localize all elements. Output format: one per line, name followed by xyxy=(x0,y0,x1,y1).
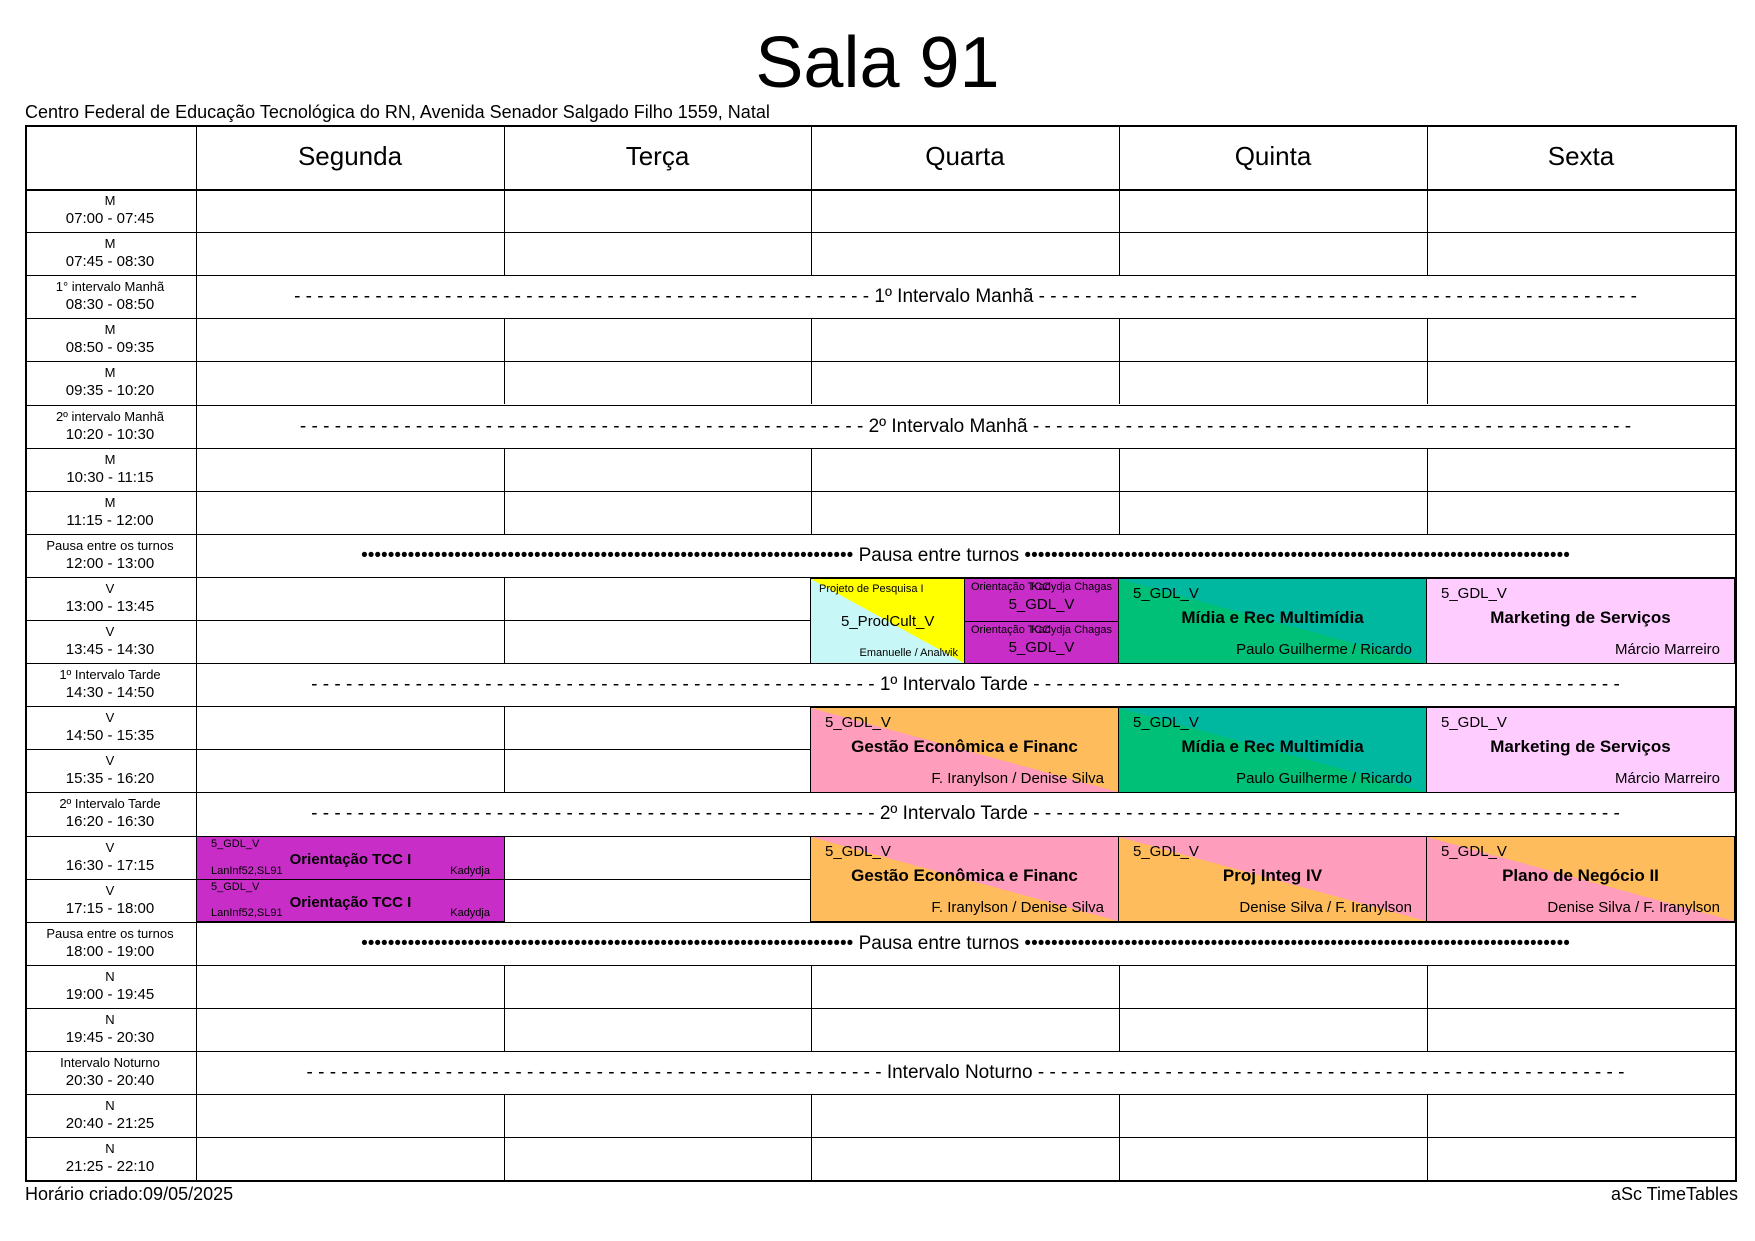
day-header: Segunda xyxy=(297,141,403,171)
grid-line xyxy=(504,706,505,749)
period-name: V xyxy=(105,710,115,726)
lesson-subject: Orientação TCC I xyxy=(289,894,412,911)
period-label xyxy=(25,1051,195,1094)
period-name: M xyxy=(104,365,116,381)
grid-line xyxy=(811,1008,812,1051)
grid-line xyxy=(1427,1094,1428,1137)
period-name: Pausa entre os turnos xyxy=(46,537,174,553)
lesson-teacher: Kadydja Chagas xyxy=(1031,624,1112,636)
school-address: Centro Federal de Educação Tecnológica do RN, Avenida Senador Salgado Filho 1559, Natal xyxy=(25,102,770,122)
grid-line xyxy=(1427,448,1428,491)
period-label xyxy=(25,836,195,879)
period-time: 20:40 - 21:25 xyxy=(65,1115,155,1133)
period-label xyxy=(25,663,195,706)
lesson-class: 5_GDL_V xyxy=(1441,843,1507,860)
period-name: M xyxy=(104,322,116,338)
grid-line xyxy=(25,448,1735,449)
lesson-teacher: Márcio Marreiro xyxy=(1614,770,1720,787)
lesson-card[interactable] xyxy=(1426,836,1735,922)
period-time: 08:30 - 08:50 xyxy=(65,296,155,314)
lesson-class: 5_GDL_V xyxy=(1441,714,1507,731)
lesson-card[interactable] xyxy=(1118,836,1427,922)
period-label xyxy=(25,706,195,749)
lesson-subject: Mídia e Rec Multimídia xyxy=(1181,737,1364,756)
grid-line xyxy=(504,232,505,275)
lesson-teacher: Kadydja xyxy=(450,907,490,919)
period-time: 19:00 - 19:45 xyxy=(65,985,155,1003)
lesson-class: 5_GDL_V xyxy=(1008,639,1075,656)
period-label xyxy=(25,448,195,491)
grid-line xyxy=(1119,491,1120,534)
period-label xyxy=(25,275,195,318)
lesson-teacher: Denise Silva / F. Iranylson xyxy=(1239,899,1412,916)
grid-line xyxy=(811,965,812,1008)
period-label xyxy=(25,405,195,448)
period-time: 10:30 - 11:15 xyxy=(66,468,154,486)
period-label xyxy=(25,792,195,835)
period-time: 18:00 - 19:00 xyxy=(65,942,155,960)
period-name: N xyxy=(105,1011,115,1027)
grid-line xyxy=(811,232,812,275)
grid-line xyxy=(1119,189,1120,232)
period-name: 1º Intervalo Tarde xyxy=(59,667,161,683)
day-header: Quinta xyxy=(1234,141,1312,171)
grid-line xyxy=(1427,232,1428,275)
lesson-class: 5_GDL_V xyxy=(825,714,891,731)
break-label: - - - - - - - - - - - - - - - - - - - - - - - - - - - - - - - - - - - - - - - - - - - - - - - - - 2º Intervalo Tarde - - - - - - - - - - - - - - - - - - - - - - - - - - - - - - - - - - - - - - - - - - - - - - - - - - - xyxy=(311,803,1620,825)
period-label xyxy=(25,577,195,620)
grid-line xyxy=(1427,189,1428,232)
period-name: N xyxy=(105,968,115,984)
period-name: N xyxy=(105,1141,115,1157)
period-name: V xyxy=(105,839,115,855)
grid-line xyxy=(25,1180,1735,1182)
period-time: 13:45 - 14:30 xyxy=(65,641,155,658)
period-time: 09:35 - 10:20 xyxy=(65,382,155,400)
lesson-class: 5_GDL_V xyxy=(825,843,891,860)
day-header: Sexta xyxy=(1547,141,1615,171)
period-name: V xyxy=(105,753,115,769)
lesson-subject: Mídia e Rec Multimídia xyxy=(1181,608,1364,627)
grid-line xyxy=(1119,448,1120,491)
period-time: 07:00 - 07:45 xyxy=(65,210,155,227)
period-name: M xyxy=(104,236,116,252)
grid-line xyxy=(25,361,1735,362)
lesson-class: 5_GDL_V xyxy=(1133,585,1199,602)
lesson-class: 5_GDL_V xyxy=(1441,585,1507,602)
lesson-teacher: Emanuelle / Analwik xyxy=(859,647,958,659)
grid-line xyxy=(811,1137,812,1180)
lesson-subject: Proj Integ IV xyxy=(1222,866,1323,885)
lesson-card[interactable] xyxy=(1426,707,1735,793)
lesson-card[interactable] xyxy=(1426,578,1735,664)
grid-line xyxy=(811,491,812,534)
lesson-teacher: Kadydja xyxy=(450,865,490,877)
lesson-room: LanInf52,SL91 xyxy=(211,865,283,877)
grid-line xyxy=(504,1137,505,1180)
grid-line xyxy=(1427,361,1428,404)
grid-line xyxy=(811,1094,812,1137)
lesson-card[interactable] xyxy=(964,621,1119,664)
lesson-subject: Orientação TCC xyxy=(971,581,1051,593)
period-time: 12:00 - 13:00 xyxy=(65,554,155,572)
lesson-subject: Marketing de Serviços xyxy=(1490,737,1671,756)
grid-line xyxy=(1427,1137,1428,1180)
period-label xyxy=(25,491,195,534)
lesson-room: LanInf52,SL91 xyxy=(211,907,283,919)
lesson-card[interactable] xyxy=(810,707,1119,793)
period-time: 21:25 - 22:10 xyxy=(65,1158,155,1176)
break-label: - - - - - - - - - - - - - - - - - - - - - - - - - - - - - - - - - - - - - - - - - - - - - - - - - 2º Intervalo Manhã - - - - - - - - - - - - - - - - - - - - - - - - - - - - - - - - - - - - - - - - - - - - - - - - - - - - xyxy=(299,415,1632,437)
period-label xyxy=(25,749,195,792)
period-name: V xyxy=(105,580,115,596)
period-time: 07:45 - 08:30 xyxy=(65,253,155,271)
lesson-class: 5_GDL_V xyxy=(211,838,260,850)
grid-line xyxy=(504,577,505,620)
period-name: Intervalo Noturno xyxy=(60,1055,160,1070)
lesson-class: 5_GDL_V xyxy=(211,881,260,893)
period-time: 14:50 - 15:35 xyxy=(65,727,155,745)
period-time: 13:00 - 13:45 xyxy=(65,597,155,615)
grid-line xyxy=(811,361,812,404)
break-label: •••••••••••••••••••••••••••••••••••••••••••••••••••••••••••••••••••••••••• Pausa entre turnos •••••••••••••••••••••••••••••••••••••••••••••••••••••••••••••••••••••••••••••••••• xyxy=(361,932,1570,954)
grid-line xyxy=(1119,965,1120,1008)
grid-line xyxy=(504,318,505,361)
grid-line xyxy=(811,448,812,491)
lesson-subject: Plano de Negócio II xyxy=(1502,866,1659,885)
grid-line xyxy=(504,749,505,792)
period-label xyxy=(25,534,195,577)
lesson-card[interactable] xyxy=(196,879,505,922)
grid-line xyxy=(1427,965,1428,1008)
period-label xyxy=(25,879,195,922)
period-label xyxy=(25,361,195,404)
period-time: 16:20 - 16:30 xyxy=(65,813,155,831)
grid-line xyxy=(1119,318,1120,361)
day-header: Quarta xyxy=(925,141,1005,171)
lesson-teacher: Denise Silva / F. Iranylson xyxy=(1547,899,1720,916)
break-label: - - - - - - - - - - - - - - - - - - - - - - - - - - - - - - - - - - - - - - - - - - - - - - - - - - 1º Intervalo Manhã - - - - - - - - - - - - - - - - - - - - - - - - - - - - - - - - - - - - - - - - - - - - - - - - - - - - xyxy=(294,286,1637,308)
grid-line xyxy=(25,189,1735,191)
lesson-card[interactable] xyxy=(1118,578,1427,664)
grid-line xyxy=(1119,1094,1120,1137)
grid-line xyxy=(504,448,505,491)
grid-line xyxy=(25,965,1735,966)
lesson-card[interactable] xyxy=(810,836,1119,922)
lesson-subject: Projeto de Pesquisa I xyxy=(819,583,924,595)
lesson-class: 5_GDL_V xyxy=(1133,714,1199,731)
lesson-teacher: F. Iranylson / Denise Silva xyxy=(931,899,1104,916)
lesson-subject: Gestão Econômica e Financ xyxy=(851,737,1078,756)
period-name: V xyxy=(105,882,115,898)
grid-line xyxy=(504,965,505,1008)
period-name: 2º Intervalo Tarde xyxy=(59,796,161,812)
grid-line xyxy=(1427,491,1428,534)
period-name: M xyxy=(104,494,116,510)
grid-line xyxy=(1427,318,1428,361)
grid-line xyxy=(811,318,812,361)
lesson-card[interactable] xyxy=(964,578,1119,622)
period-label xyxy=(25,1094,195,1137)
grid-line xyxy=(25,491,1735,492)
lesson-card[interactable] xyxy=(196,836,505,880)
period-label xyxy=(25,1008,195,1051)
grid-line xyxy=(504,1008,505,1051)
period-label xyxy=(25,965,195,1008)
period-label xyxy=(25,232,195,275)
break-label: - - - - - - - - - - - - - - - - - - - - - - - - - - - - - - - - - - - - - - - - - - - - - - - - - - Intervalo Noturno - - - - - - - - - - - - - - - - - - - - - - - - - - - - - - - - - - - - - - - - - - - - - - - - - - - xyxy=(306,1062,1625,1083)
lesson-subject: Gestão Econômica e Financ xyxy=(851,866,1078,885)
period-time: 11:15 - 12:00 xyxy=(66,511,154,529)
created-date: Horário criado:09/05/2025 xyxy=(25,1184,234,1204)
period-time: 19:45 - 20:30 xyxy=(65,1028,155,1046)
lesson-class: 5_GDL_V xyxy=(1008,596,1075,613)
period-name: M xyxy=(104,193,116,208)
day-header: Terça xyxy=(625,141,690,171)
break-label: - - - - - - - - - - - - - - - - - - - - - - - - - - - - - - - - - - - - - - - - - - - - - - - - - 1º Intervalo Tarde - - - - - - - - - - - - - - - - - - - - - - - - - - - - - - - - - - - - - - - - - - - - - - - - - - - xyxy=(311,674,1620,696)
break-label: •••••••••••••••••••••••••••••••••••••••••••••••••••••••••••••••••••••••••• Pausa entre turnos •••••••••••••••••••••••••••••••••••••••••••••••••••••••••••••••••••••••••••••••••• xyxy=(361,544,1570,566)
grid-line xyxy=(1119,232,1120,275)
period-time: 08:50 - 09:35 xyxy=(65,339,155,357)
lesson-card[interactable] xyxy=(1118,707,1427,793)
period-time: 10:20 - 10:30 xyxy=(65,425,155,443)
lesson-class: 5_ProdCult_V xyxy=(841,613,935,630)
lesson-subject: Marketing de Serviços xyxy=(1490,608,1671,627)
period-name: N xyxy=(105,1098,115,1114)
period-name: V xyxy=(105,624,115,639)
period-time: 17:15 - 18:00 xyxy=(65,899,155,917)
period-name: 2º intervalo Manhã xyxy=(55,408,165,424)
period-label xyxy=(25,922,195,965)
lesson-teacher: Márcio Marreiro xyxy=(1614,641,1720,658)
grid-line xyxy=(504,361,505,404)
period-name: M xyxy=(104,451,116,467)
lesson-card[interactable] xyxy=(810,578,965,664)
period-label xyxy=(25,1137,195,1180)
grid-line xyxy=(25,232,1735,233)
lesson-teacher: F. Iranylson / Denise Silva xyxy=(931,770,1104,787)
grid-line xyxy=(1119,1137,1120,1180)
grid-line xyxy=(504,189,505,232)
grid-line xyxy=(25,1094,1735,1095)
page-title: Sala 91 xyxy=(755,23,1000,103)
lesson-teacher: Paulo Guilherme / Ricardo xyxy=(1236,770,1412,787)
grid-line xyxy=(811,189,812,232)
lesson-class: 5_GDL_V xyxy=(1133,843,1199,860)
grid-line xyxy=(504,1094,505,1137)
grid-line xyxy=(25,1008,1735,1009)
grid-line xyxy=(504,491,505,534)
grid-line xyxy=(1119,361,1120,404)
period-name: 1° intervalo Manhã xyxy=(55,279,165,295)
grid-line xyxy=(1427,1008,1428,1051)
period-time: 15:35 - 16:20 xyxy=(65,770,155,788)
grid-line xyxy=(25,318,1735,319)
period-name: Pausa entre os turnos xyxy=(46,925,174,941)
lesson-teacher: Kadydja Chagas xyxy=(1031,581,1112,593)
period-label xyxy=(25,620,195,663)
grid-line xyxy=(1735,125,1737,1182)
grid-line xyxy=(25,1137,1735,1138)
lesson-subject: Orientação TCC I xyxy=(289,851,412,868)
period-time: 14:30 - 14:50 xyxy=(65,684,155,702)
period-time: 20:30 - 20:40 xyxy=(65,1072,155,1089)
period-label xyxy=(25,189,195,232)
grid-line xyxy=(504,620,505,663)
lesson-teacher: Paulo Guilherme / Ricardo xyxy=(1236,641,1412,658)
period-time: 16:30 - 17:15 xyxy=(65,856,155,874)
lesson-subject: Orientação TCC xyxy=(971,624,1051,636)
grid-line xyxy=(1119,1008,1120,1051)
period-label xyxy=(25,318,195,361)
software-credit: aSc TimeTables xyxy=(1610,1184,1738,1204)
